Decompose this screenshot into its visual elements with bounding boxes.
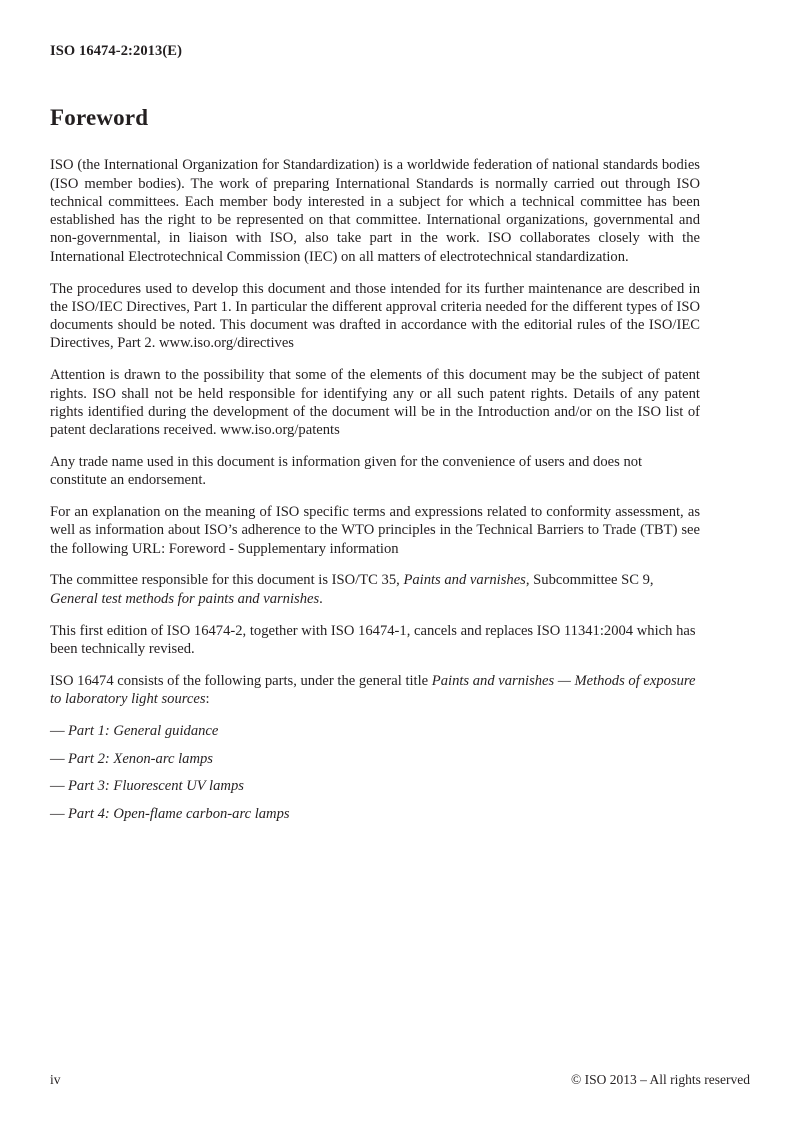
em-dash-marker: — <box>50 778 65 795</box>
list-item-label: Part 4: Open-flame carbon-arc lamps <box>68 806 290 823</box>
paragraph-procedures: The procedures used to develop this document and those intended for its further maintenance are described in the ISO/IEC Directives, Part 1. In particular the different approval criteria needed for the different types of ISO documents should be noted. This document was drafted in accordance with the editorial rules of the ISO/IEC Directives, Part 2. www.iso.org/directives <box>50 280 700 352</box>
em-dash-marker: — <box>50 722 65 739</box>
paragraph-parts-intro <box>50 672 700 709</box>
committee-tc-title: Paints and varnishes <box>403 572 526 589</box>
page-footer <box>50 1072 750 1090</box>
em-dash-marker: — <box>50 806 65 823</box>
committee-text-end: . <box>319 590 323 607</box>
list-item <box>50 750 700 768</box>
list-item <box>50 777 700 795</box>
parts-intro-colon: : <box>205 690 210 707</box>
copyright-notice: © ISO 2013 – All rights reserved <box>571 1072 750 1087</box>
paragraph-patent-rights: Attention is drawn to the possibility that some of the elements of this document may be the subject of patent rights. ISO shall not be held responsible for identifying any or all such patent rights. Details of any patent rights identified during the development of the document will be in the Introduction and/or on the ISO list of patent declarations received. www.iso.org/patents <box>50 367 700 439</box>
em-dash-marker: — <box>50 750 65 767</box>
paragraph-trade-name: Any trade name used in this document is information given for the convenience of users and does not constitute an endorsement. <box>50 453 643 489</box>
parts-intro-lead: ISO 16474 consists of the following parts, under the general title <box>50 672 432 689</box>
paragraph-iso-description: ISO (the International Organization for Standardization) is a worldwide federation of national standards bodies (ISO member bodies). The work of preparing International Standards is normally carried out through ISO technical committees. Each member body interested in a subject for which a technical committee has been established has the right to be represented on that committee. International organizations, governmental and non-governmental, in liaison with ISO, also take part in the work. ISO collaborates closely with the International Electrotechnical Commission (IEC) on all matters of electrotechnical standardization. <box>50 157 700 265</box>
list-item-label: Part 3: Fluorescent UV lamps <box>68 778 244 795</box>
paragraph-committee-responsible <box>50 571 700 608</box>
committee-text-mid: , Subcommittee SC 9, <box>525 572 654 589</box>
list-item <box>50 722 700 740</box>
list-item <box>50 805 700 823</box>
parts-intro-general-title: Paints and varnishes — Methods of exposure to laboratory light sources <box>50 672 696 707</box>
paragraph-first-edition: This first edition of ISO 16474-2, together with ISO 16474-1, cancels and replaces ISO 11341:2004 which has been technically revised. <box>50 622 696 657</box>
page-number: iv <box>50 1072 61 1087</box>
list-item-label: Part 1: General guidance <box>68 722 219 739</box>
parts-list <box>50 722 700 824</box>
list-item-label: Part 2: Xenon-arc lamps <box>68 750 213 767</box>
committee-text-lead: The committee responsible for this document is ISO/TC 35, <box>50 572 404 589</box>
running-head: ISO 16474-2:2013(E) <box>50 43 182 59</box>
committee-sc-title: General test methods for paints and varnishes <box>50 590 320 607</box>
page-title: Foreword <box>50 105 149 130</box>
paragraph-conformity-assessment: For an explanation on the meaning of ISO specific terms and expressions related to conformity assessment, as well as information about ISO’s adherence to the WTO principles in the Technical Barriers to Trade (TBT) see the following URL: Foreword - Supplementary information <box>50 504 700 557</box>
page-content <box>50 105 700 833</box>
